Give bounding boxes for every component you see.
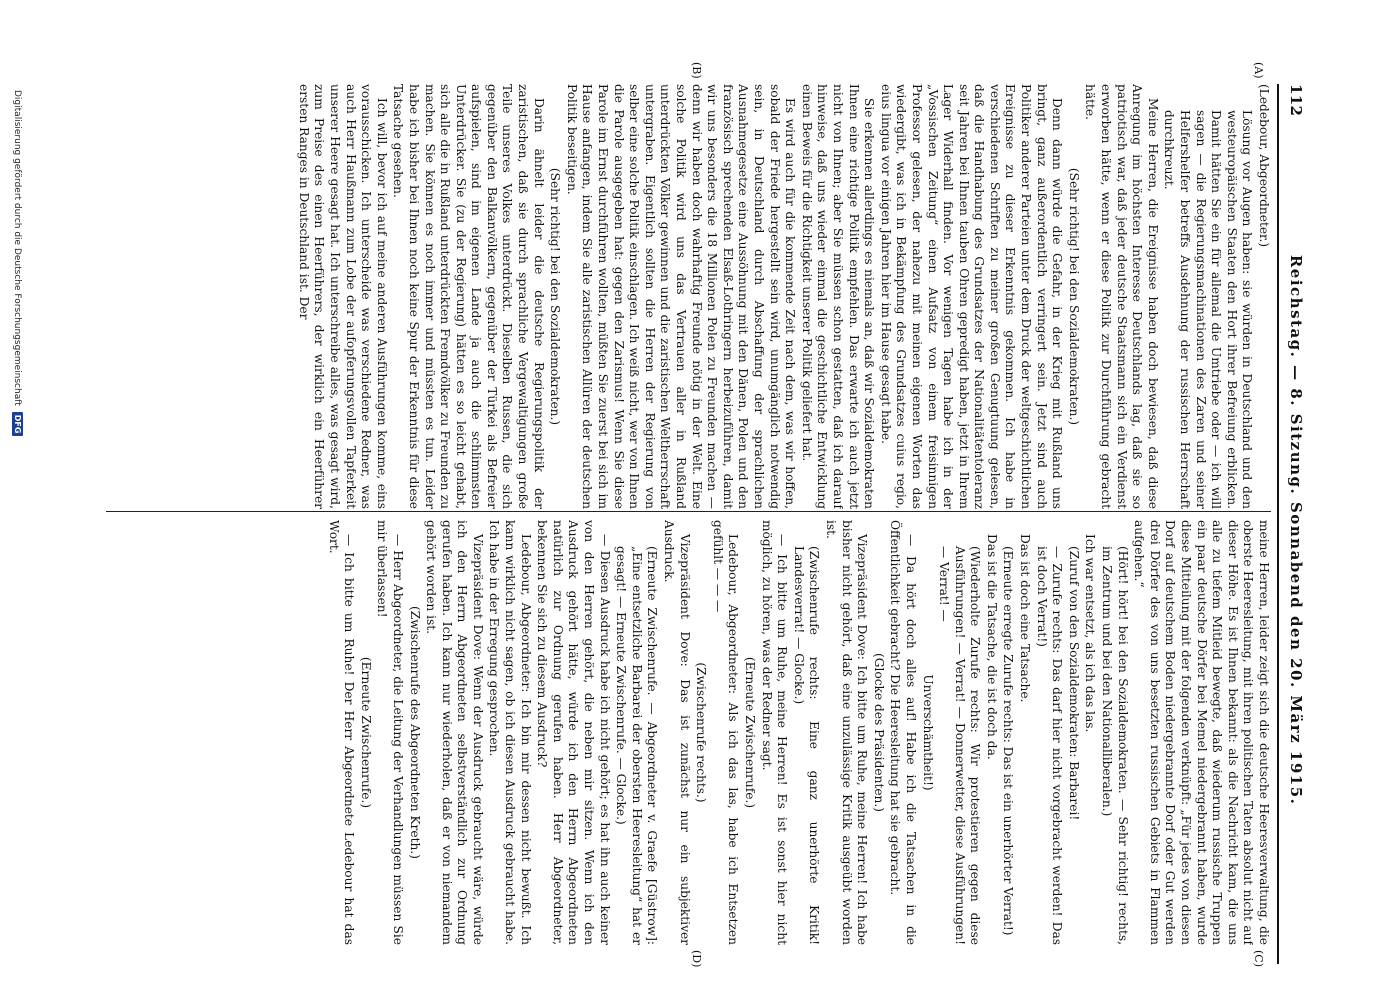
paragraph: Sie erkennen allerdings es niemals an, daß wir Sozialdemokraten Ihnen eine richtige Politik empfehlen. Das erwarte ich auch jetzt nicht von Ihnen; aber Sie müssen schon gestatten, daß ich darauf hinweise, daß uns wieder einmal die geschichtliche Entwicklung einen Beweis für die Richtigkeit unserer Politik geliefert hat.: [799, 84, 877, 509]
interjection: (Zwischenrufe rechts: Eine ganz unerhörte Kritik! Landesverrat! — Glocke.): [791, 546, 822, 945]
digitization-credit: [12, 90, 23, 990]
paragraph: Es wird auch für die kommende Zeit nach dem, was wir hoffen, sobald der Friede hergestellt sein wird, unumgänglich notwendig sein, in Deutschland durch Abschaffung der sprachlichen Ausnahmegesetze eine Aussöhnung mit den Dänen, Polen und den französisch sprechenden Elsaß-Lothringern herbeizuführen, damit wir uns besonders die 18 Millionen Polen zu Freunden machen — denn wir haben doch wahrhaftig Freunde nötig in der Welt. Eine solche Politik wird uns das Vertrauen aller in Rußland unterdrückten Völker gewinnen und die zaristischen Weltherrschaft untergraben. Eigentlich sollten die Herren der Regierung von selber eine solche Politik einschlagen. Ich weiß nicht, wer von Ihnen die Parole ausgegeben hat: gegen den Zarismus! Wenn Sie diese Parole im Ernst durchführen wollten, müßten Sie zuerst bei sich im Hause anfangen, indem Sie alle zaristischen Allüren der deutschen Politik beseitigen.: [564, 84, 798, 509]
paragraph: — Ich bitte um Ruhe, meine Herren! Es ist sonst hier nicht möglich, zu hören, was der Redner sagt.: [759, 520, 790, 945]
page-title: Reichstag. — 8. Sitzung. Sonnabend den 20. März 1915.: [1287, 254, 1305, 806]
interjection: (Zwischenrufe rechts.): [694, 662, 709, 803]
interjection: (Erneute erregte Zurufe rechts: Das ist ein unerhörter Verrat!): [1001, 546, 1016, 936]
paragraph: Lösung vor Augen haben: sie würden in Deutschland und den westeuropäischen Staaten den Hort ihrer Befreiung erblicken. Damit hätten Sie ein für allemal die Umtriebe oder — ich will sagen — die Regierungsmachinationen des Zaren und seiner Helfershelfer betreffs Ausdehnung der russischen Herrschaft durchkreuzt.: [1162, 110, 1255, 509]
interjection: (Glocke des Präsidenten.): [871, 652, 886, 813]
interjection: (Zuruf von den Sozialdemokraten: Barbarei!: [1066, 546, 1081, 821]
credit-text: Digitalisierung gefördert durch die Deutsche Forschungsgemeinschaft: [12, 90, 23, 406]
interjection: (Zwischenrufe des Abgeordneten Kreth.): [407, 606, 422, 859]
margin-marker-a: (A): [1252, 62, 1265, 79]
interjection: (Sehr richtig! bei den Sozialdemokraten.): [548, 167, 563, 426]
paragraph: Denn dann würde die Gefahr, in der Krieg mit Rußland uns bringt, ganz außerordentlich verringert sein. Jetzt sind auch Politiker anderer Parteien unter dem Druck der weltgeschichtlichen Ereignisse zu dieser Erkenntnis gekommen. Ich habe in verschiedenen Schriften zu meiner großen Genugtuung gelesen, daß die Handhabung des Grundsatzes der Nationalitätentoleranz seit Jahren bei Ihnen tauben Ohren gepredigt haben, jetzt in Ihrem Lager Widerhall finden. Vor wenigen Tagen habe ich in der „Vossischen Zeitung“ einen Aufsatz von einem freisinnigen Professor gelesen, der nahezu mit meinen eigenen Worten das wiedergibt, was ich in Bekämpfung des Grundsatzes cuius regio, eius lingua vor einigen Jahren hier im Hause gesagt habe.: [878, 84, 1065, 509]
speaker-paragraph: Ledebour, Abgeordneter: Ich bin mir dessen nicht bewußt. Ich kann wirklich nicht sagen, ob ich diesen Ausdruck gebraucht habe. Ich habe in der Erregung gesprochen.: [487, 520, 533, 945]
paragraph: — Diesen Ausdruck habe ich nicht gehört; es hat ihn auch keiner von den Herren gehört, die neben mir sitzen. Wenn ich den Ausdruck gehört hätte, würde ich den Herrn Abgeordneten natürlich zur Ordnung gerufen haben. Herr Abgeordneter, bekennen Sie sich zu diesem Ausdruck?: [535, 520, 612, 945]
interjection: (Erneute Zwischenrufe.): [358, 656, 373, 809]
paragraph: Ich war entsetzt, als ich das las.: [1083, 534, 1098, 733]
left-column: [101, 84, 1271, 509]
page-header: [1277, 84, 1313, 964]
right-column: [101, 520, 1271, 945]
speaker-paragraph: Ledebour, Abgeordneter: Als ich das las, habe ich Entsetzen gefühlt — — —: [710, 520, 741, 945]
interjection: — Zurufe rechts: Das darf hier nicht vorgebracht werden! Das ist doch Verrat!): [1034, 546, 1065, 945]
paragraph: Das ist die Tatsache, die ist doch da.: [984, 534, 999, 760]
interjection: (Erneute Zwischenrufe. — Abgeordneter v. Graefe [Güstrow]: „Eine entsetzliche Barbarei der obersten Heeresleitung“ hat er gesagt! — Erneute Zwischenrufe. — Glocke.): [614, 546, 660, 945]
paragraph: — Da hört doch alles auf! Habe ich die Tatsachen in die Öffentlichkeit gebracht? Die Heeresleitung hat sie gebracht.: [888, 520, 918, 945]
speaker-paragraph: Vizepräsident Dove: Ich bitte um Ruhe, meine Herren! Ich habe bisher nicht gehört, daß eine unzulässige Kritik ausgeübt worden ist.: [823, 520, 870, 945]
margin-marker-b: (B): [690, 62, 703, 79]
paragraph: Das ist doch eine Tatsache.: [1018, 534, 1033, 703]
page-number: 112: [1287, 84, 1305, 117]
paragraph: Darin ähnelt leider die deutsche Regierungspolitik der zaristischen, daß sie durch sprachliche Vergewaltigungen große Teile unseres Volkes unterdrückt. Dieselben Russen, die sich gegenüber den Balkanvölkern, gegenüber der Türkei als Befreier aufspielen, sind im eigenen Lande ja auch die schlimmsten Unterdrücker. Sie (zu der Regierung) hätten es so leicht gehabt, sich alle die in Rußland unterdrückten Fremdvölker zu Freunden zu machen. Sie können es noch immer und müssten es tun. Leider habe ich bisher bei Ihnen noch keine Spur der Erkenntnis für diese Tatsache gesehen.: [391, 84, 546, 509]
paragraph: — Ich bitte um Ruhe! Der Herr Abgeordnete Ledebour hat das Wort.: [326, 520, 357, 945]
paragraph: (Ledebour, Abgeordneter.): [1257, 84, 1271, 248]
speaker-paragraph: Vizepräsident Dove: Das ist zunächst nur ein subjektiver Ausdruck.: [662, 520, 692, 945]
margin-marker-d: (D): [690, 950, 703, 968]
margin-marker-c: (C): [1252, 950, 1265, 967]
interjection: Unverschämtheit!): [920, 674, 935, 791]
paragraph: Ich will, bevor ich auf meine anderen Ausführungen komme, eins vorausschicken. Ich unterscheide was verschiedene Redner, was auch Herr Haußmann zum Lobe der aufopferungsvollen Tapferkeit unserer Heere gesagt hat. Ich unterschreibe alles, was gesagt wird, zum Preise des einen Heerführers, der wirklich ein Heerführer ersten Ranges in Deutschland ist. Der: [296, 84, 389, 509]
speaker-paragraph: Vizepräsident Dove: Wenn der Ausdruck gebraucht wäre, würde ich den Herrn Abgeordneten selbstverständlich zur Ordnung gerufen haben. Ich kann nur wiederholen, daß er von niemandem gehört worden ist.: [424, 520, 485, 945]
paragraph: meine Herren, leider zeigt sich die deutsche Heeresverwaltung, die oberste Heeresleitung, mit ihren politischen Taten absolut nicht auf dieser Höhe. Es ist Ihnen bekannt: als die Nachricht kam, die uns alle zu tiefem Mitleid bewegte, daß wiederum russische Truppen ein paar deutsche Dörfer bei Memel niedergebrannt haben, wurde diese Mitteilung mit der folgenden verknüpft: „Für jedes von diesen Dorf auf deutschem Boden niedergebrannte Dorf oder Gut werden drei Dörfer des von uns besetzten russischen Gebiets in Flammen aufgehen.“: [1132, 520, 1271, 945]
paragraph: — Herr Abgeordneter, die Leitung der Verhandlungen müssen Sie mir überlassen!: [375, 520, 405, 945]
column-divider: [106, 511, 1271, 512]
interjection: (Hört! hört! bei den Sozialdemokraten. — Sehr richtig! rechts, im Zentrum und bei den Nationalliberalen.): [1100, 546, 1130, 945]
dfg-logo: DFG: [12, 412, 23, 437]
interjection: (Erneute Zwischenrufe.): [743, 656, 757, 809]
interjection: (Sehr richtig! bei den Sozialdemokraten.): [1066, 167, 1081, 426]
paragraph: Meine Herren, die Ereignisse haben doch bewiesen, daß diese Anregung im höchsten Interesse Deutschlands lag, daß sie so patriotisch war, daß jeder deutsche Staatsmann sich ein Verdienst erworben hätte, wenn er diese Politik zur Durchführung gebracht hätte.: [1083, 84, 1160, 509]
interjection: (Wiederholte Zurufe rechts: Wir protestieren gegen diese Ausführungen! — Verrat! — Donnerwetter, diese Ausführungen! — Verrat! —: [937, 546, 983, 945]
